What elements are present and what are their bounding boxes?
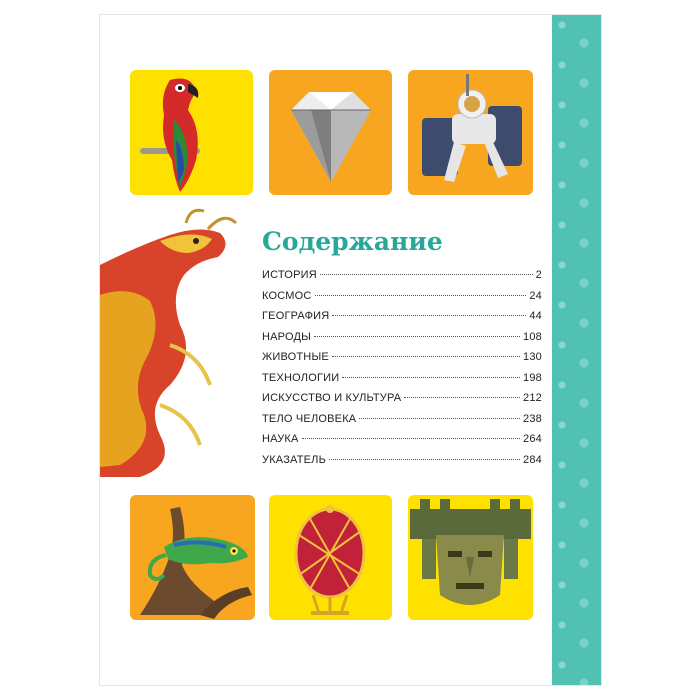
book-page [100,15,601,685]
toc-entry-label: НАРОДЫ [262,330,312,343]
toc-entry-page: 212 [523,392,542,404]
toc-entry-page: 24 [529,289,542,302]
tile-faberge-egg [269,495,392,620]
tile-astronaut [408,70,533,195]
toc-leader-dots [314,336,520,337]
tile-dragon [100,205,240,485]
faberge-egg-icon [269,495,392,620]
toc-entry-page: 44 [529,310,542,322]
pattern-icon [552,15,601,685]
toc-leader-dots [315,295,527,296]
toc-entry[interactable] [262,392,542,413]
toc-entry-label: КОСМОС [262,289,312,302]
toc-entry[interactable] [262,433,542,454]
dragon-icon [100,205,240,485]
toc-entry[interactable] [262,290,542,311]
toc-entry[interactable] [262,310,542,331]
toc-entry-label: ТЕХНОЛОГИИ [262,371,340,384]
toc-entry[interactable] [262,331,542,352]
toc-leader-dots [320,274,533,275]
toc-entry[interactable] [262,351,542,372]
toc-entry-page: 284 [523,453,542,466]
toc-entry[interactable] [262,269,542,290]
toc-entry-page: 198 [523,371,542,384]
toc-entry-label: ИСТОРИЯ [262,269,317,281]
toc-entry-label: НАУКА [262,433,299,445]
toc-entry[interactable] [262,372,542,393]
toc-entry-label: ИСКУССТВО И КУЛЬТУРА [262,392,402,404]
toc-leader-dots [332,315,526,316]
tile-aztec-mask [408,495,533,620]
decorative-side-strip [552,15,601,685]
toc-entry-label: УКАЗАТЕЛЬ [262,453,327,466]
toc-leader-dots [329,459,520,460]
chameleon-icon [130,495,255,620]
aztec-mask-icon [408,495,533,620]
toc-entry-page: 238 [523,412,542,425]
table-of-contents [262,225,542,474]
tile-parrot [130,70,253,195]
toc-leader-dots [359,418,520,419]
parrot-icon [130,70,253,195]
diamond-icon [269,70,392,195]
toc-entry-page: 2 [535,269,542,281]
toc-entry-label: ГЕОГРАФИЯ [262,310,330,322]
toc-entry-label: ЖИВОТНЫЕ [262,351,329,363]
tile-diamond [269,70,392,195]
toc-leader-dots [404,397,520,398]
toc-entry-page: 264 [523,433,542,445]
toc-title: Содержание [262,227,443,256]
toc-leader-dots [332,356,520,357]
toc-entry-label: ТЕЛО ЧЕЛОВЕКА [262,412,357,425]
toc-entry-page: 130 [523,351,542,363]
toc-leader-dots [302,438,521,439]
toc-leader-dots [342,377,520,378]
tile-chameleon [130,495,255,620]
toc-entry[interactable] [262,454,542,475]
toc-entry-page: 108 [523,330,542,343]
astronaut-icon [408,70,533,195]
toc-entry[interactable] [262,413,542,434]
